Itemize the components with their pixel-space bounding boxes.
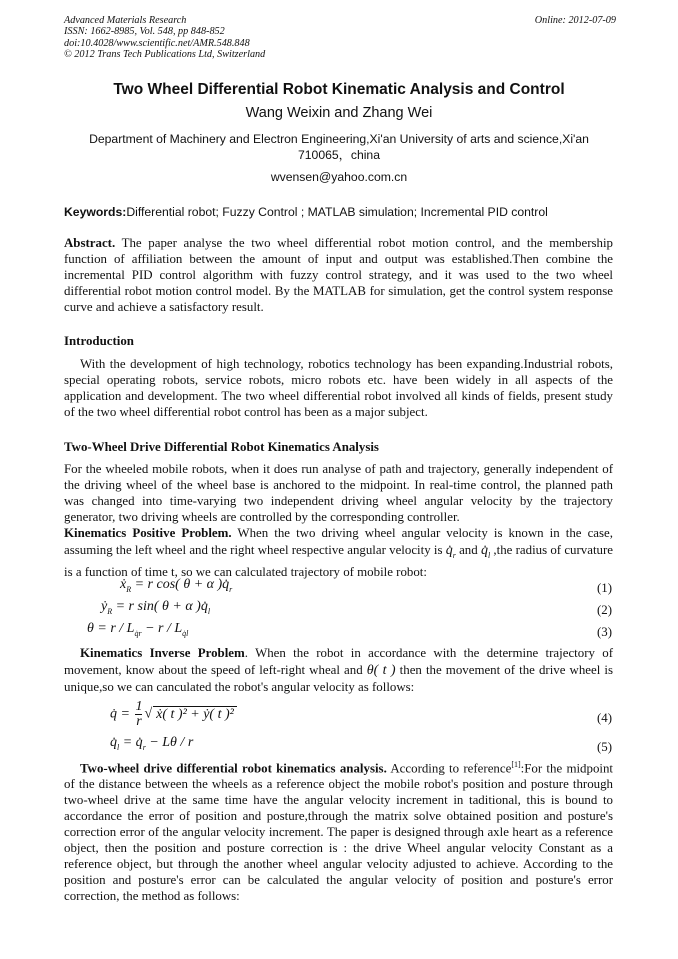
paper-title: Two Wheel Differential Robot Kinematic Analysis and Control bbox=[113, 81, 565, 98]
positive-problem-text-b: and bbox=[455, 543, 481, 557]
section2-heading: Two-Wheel Drive Differential Robot Kinematics Analysis bbox=[64, 440, 379, 454]
copyright: © 2012 Trans Tech Publications Ltd, Switzerland bbox=[64, 48, 266, 60]
kinematics-analysis-paragraph bbox=[64, 757, 613, 904]
intro-section bbox=[64, 333, 613, 420]
analysis-text-b: :For the midpoint of the distance between the wheels as a reference object the mobile robot's position and posture through two-wheel drive at the same time have the angular velocity increment in taditional, this is bound to accordance the error of position and posture,through the matrix solve obtained position and posture's correction error of the angular velocity increment. The paper is designed through axle heart as a reference object, then the position and posture correction is : the drive Wheel angular velocity Constant as a reference object, but through the another wheel angular velocity adjusted to achieve. According to the position and posture's error can be calculated the angular velocity of position and posture's error correction, the method as follows: bbox=[64, 761, 613, 904]
section2-paragraph-2 bbox=[64, 525, 613, 581]
section2-paragraph-1: For the wheeled mobile robots, when it does run analyse of path and trajectory, generally independent of the driving wheel of the wheel base is anchored to the midpoint. In real-time control, the planned path was changed into time-varying two independent driving wheel angular velocity by the trajectory generator, two driving wheels are controlled by the corresponding controller. bbox=[64, 462, 613, 524]
equation-2-number: (2) bbox=[596, 603, 612, 617]
analysis-text-a: According to reference bbox=[386, 761, 512, 776]
online-date: Online: 2012-07-09 bbox=[534, 15, 616, 26]
journal-header bbox=[64, 15, 265, 60]
intro-paragraph: With the development of high technology, robotics technology has been expanding.Industrial robots, special operating robots, service robots, micro robots etc. have been widely in all aspects of the application and development. The two wheel differential robot involved all kinds of fields, present study of the two wheel differential robot control has been as a major subject. bbox=[64, 357, 613, 419]
inverse-problem-text-b: then the movement of the drive wheel is unique,so we can canculated the robot's angular velocity as follows: bbox=[64, 663, 614, 694]
abstract-text: The paper analyse the two wheel differential robot motion control, and the membership function of affiliation between the amount of input and output was established.Then combine the incremental PID control algorithm with fuzzy control strategy, and it was used to the two wheel differential robot motion control model. By the MATLAB for simulation, get the control system response curve and achieve a satisfactory result. bbox=[64, 236, 613, 314]
reference-1[interactable]: [1] bbox=[511, 760, 521, 769]
authors: Wang Weixin and Zhang Wei bbox=[245, 105, 433, 121]
qr-symbol: $q̇_r$ bbox=[445, 543, 456, 560]
intro-heading: Introduction bbox=[64, 334, 134, 348]
equation-1-number: (1) bbox=[596, 581, 612, 595]
journal-name: Advanced Materials Research bbox=[64, 15, 187, 26]
equation-5-number: (5) bbox=[596, 740, 612, 754]
email: wvensen@yahoo.com.cn bbox=[270, 170, 408, 184]
keywords bbox=[64, 205, 548, 219]
positive-problem-text-c: ,the radius of curvature is a function of time t, so we can calculated trajectory of mobile robot: bbox=[64, 543, 613, 579]
inverse-problem-text-a: . When the robot in accordance with the determine trajectory of movement, know about the speed of left-right wheal and bbox=[64, 646, 613, 677]
abstract-label: Abstract. bbox=[64, 236, 116, 250]
equation-2: ẏ$_R$ = r sin( θ + α )$q̇_l$ bbox=[101, 599, 211, 616]
positive-problem-label: Kinematics Positive Problem. bbox=[64, 526, 232, 540]
keywords-label: Keywords: bbox=[64, 205, 127, 219]
keywords-text: Differential robot; Fuzzy Control ; MATLAB simulation; Incremental PID control bbox=[126, 205, 548, 219]
abstract bbox=[64, 235, 613, 315]
doi: doi:10.4028/www.scientific.net/AMR.548.848 bbox=[64, 37, 250, 49]
ql-symbol: $q̇_l$ bbox=[480, 543, 491, 560]
equation-4-number: (4) bbox=[596, 711, 612, 725]
equation-4: q̇ = $\frac{1}{r}$ √ ẋ( t )² + ẏ( t )² bbox=[110, 700, 237, 729]
inverse-problem-paragraph bbox=[64, 645, 613, 696]
equation-3: $\theta = r / L_{q̇r} - r / L_{q̇l}$ bbox=[87, 621, 189, 638]
issn: ISSN: 1662-8985, Vol. 548, pp 848-852 bbox=[64, 26, 225, 38]
affiliation: Department of Machinery and Electron Engineering,Xi'an University of arts and science,Xi'an 710065，china bbox=[89, 132, 589, 162]
kinematics-section bbox=[64, 439, 613, 581]
analysis-label: Two-wheel drive differential robot kinematics analysis. bbox=[80, 761, 387, 776]
equation-5: $q̇_l$ = $q̇_r - L\theta / r$ bbox=[110, 735, 194, 752]
theta-t-symbol: θ( t ) bbox=[366, 663, 396, 678]
equation-3-number: (3) bbox=[596, 625, 612, 639]
positive-problem-text-a: When the two driving wheel angular velocity is known in the case, assuming the left wheel and the right wheel respective angular velocity is bbox=[64, 526, 613, 557]
inverse-problem-label: Kinematics Inverse Problem bbox=[80, 646, 245, 660]
equation-1: ẋ$_R$ = r cos( θ + α )$q̇_r$ bbox=[120, 577, 233, 594]
